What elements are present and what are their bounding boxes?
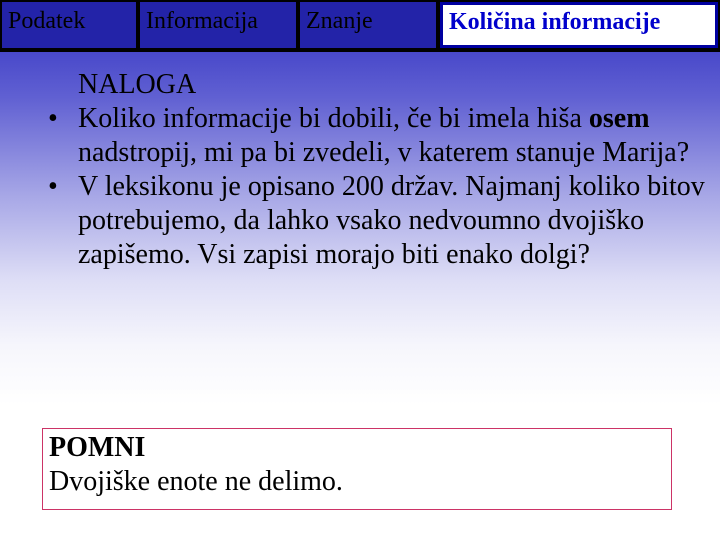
tab-kolicina-informacije[interactable]: Količina informacije <box>440 2 718 48</box>
tab-znanje[interactable]: Znanje <box>300 2 436 48</box>
tab-informacija[interactable]: Informacija <box>140 2 296 48</box>
remember-box <box>42 428 672 510</box>
tab-podatek[interactable]: Podatek <box>2 2 136 48</box>
tab-bar <box>0 0 720 52</box>
bullet-icon: • <box>48 103 58 134</box>
task-item-2 <box>48 170 708 272</box>
task-item-1 <box>48 102 708 170</box>
task-item-2-text: V leksikonu je opisano 200 držav. Najmanj koliko bitov potrebujemo, da lahko vsako nedvoumno dvojiško zapišemo. Vsi zapisi morajo biti enako dolgi? <box>78 171 705 270</box>
task-item-1-bold-word: osem <box>588 103 650 134</box>
bullet-icon: • <box>48 171 58 202</box>
task-heading: NALOGA <box>78 69 197 100</box>
task-item-1-text-before: Koliko informacije bi dobili, če bi imela hiša <box>78 103 589 134</box>
task-item-1-text-after: nadstropij, mi pa bi zvedeli, v katerem stanuje Marija? <box>78 137 690 168</box>
remember-title: POMNI <box>49 432 146 463</box>
task-content <box>48 68 708 272</box>
remember-text: Dvojiške enote ne delimo. <box>49 466 343 497</box>
